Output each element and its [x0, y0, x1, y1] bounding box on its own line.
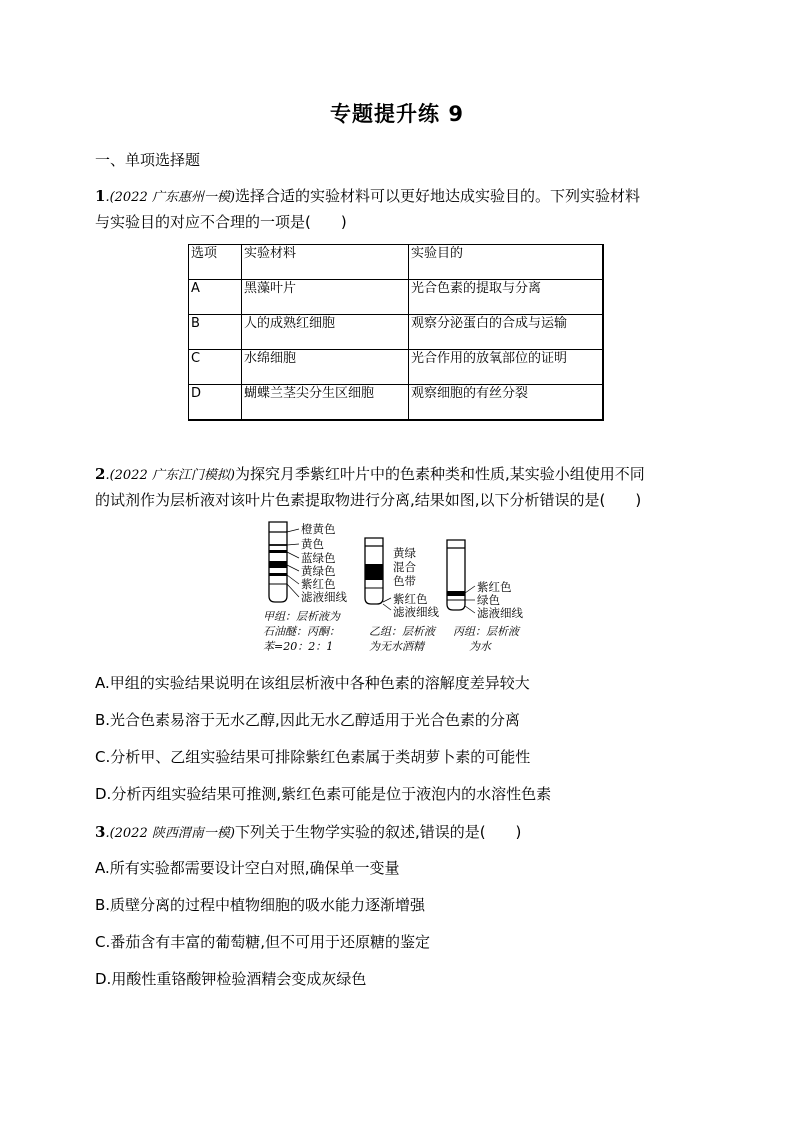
tube-caption: 苯=20：2：1: [263, 640, 334, 653]
stem-text: 为探究月季紫红叶片中的色素种类和性质,某实验小组使用不同: [234, 465, 645, 483]
band-label: 黄绿色: [301, 564, 336, 578]
band-label: 紫红色: [301, 577, 336, 591]
section-heading: 一、单项选择题: [95, 151, 201, 169]
table-cell: 黑藻叶片: [242, 280, 409, 315]
stem-text: 下列关于生物学实验的叙述,错误的是( ): [234, 823, 522, 841]
band-label: 黄绿: [393, 546, 416, 560]
question-source: .(2022 陕西渭南一模): [105, 826, 235, 841]
band-label: 绿色: [477, 593, 500, 607]
band-label: 滤液细线: [301, 590, 347, 604]
tube-jia: [263, 522, 347, 653]
table-cell: 蝴蝶兰茎尖分生区细胞: [242, 385, 409, 421]
table-row: [189, 350, 604, 385]
stem-text: 的试剂作为层析液对该叶片色素提取物进行分离,结果如图,以下分析错误的是( ): [95, 491, 642, 509]
band-label: 混合: [393, 560, 416, 574]
stem-text: 选择合适的实验材料可以更好地达成实验目的。下列实验材料: [234, 187, 640, 205]
table-cell: D: [189, 385, 242, 421]
table-cell: 观察细胞的有丝分裂: [409, 385, 604, 421]
table-cell: A: [189, 280, 242, 315]
experiment-table: [188, 244, 604, 421]
table-row: [189, 280, 604, 315]
tube-caption: 石油醚：丙酮：: [263, 625, 340, 638]
table-cell: 人的成熟红细胞: [242, 315, 409, 350]
table-cell: B: [189, 315, 242, 350]
tube-caption: 乙组：层析液: [369, 625, 435, 638]
question-number: 1: [95, 187, 106, 205]
tube-caption: 为无水酒精: [369, 640, 424, 653]
option-d: D.用酸性重铬酸钾检验酒精会变成灰绿色: [95, 970, 367, 988]
question-1-stem: [95, 184, 705, 234]
table-row: [189, 385, 604, 421]
band-label: 蓝绿色: [301, 551, 336, 565]
option-d: D.分析丙组实验结果可推测,紫红色素可能是位于液泡内的水溶性色素: [95, 785, 552, 803]
question-source: .(2022 广东惠州一模): [105, 190, 235, 205]
table-row: [189, 315, 604, 350]
option-c: C.分析甲、乙组实验结果可排除紫红色素属于类胡萝卜素的可能性: [95, 748, 531, 766]
band-label: 色带: [393, 574, 416, 588]
band-label: 滤液细线: [477, 606, 523, 620]
option-c: C.番茄含有丰富的葡萄糖,但不可用于还原糖的鉴定: [95, 933, 431, 951]
table-header: 选项: [189, 245, 242, 280]
table-header: 实验目的: [409, 245, 604, 280]
question-source: .(2022 广东江门模拟): [105, 468, 235, 483]
tube-caption: 甲组：层析液为: [263, 610, 340, 623]
chromatography-figure: [255, 518, 545, 658]
band-label: 橙黄色: [301, 522, 336, 536]
option-b: B.光合色素易溶于无水乙醇,因此无水乙醇适用于光合色素的分离: [95, 711, 520, 729]
tube-caption: 为水: [469, 640, 491, 653]
question-3-stem: [95, 820, 705, 846]
tube-yi: [365, 538, 439, 653]
table-cell: 光合色素的提取与分离: [409, 280, 604, 315]
table-cell: 光合作用的放氧部位的证明: [409, 350, 604, 385]
table-header: 实验材料: [242, 245, 409, 280]
table-header-row: [189, 245, 604, 280]
question-number: 3: [95, 823, 106, 841]
band-label: 黄色: [301, 537, 324, 551]
band-label: 滤液细线: [393, 605, 439, 619]
tube-caption: 丙组：层析液: [453, 625, 519, 638]
question-2-stem: [95, 462, 705, 512]
band-label: 紫红色: [477, 580, 512, 594]
stem-text: 与实验目的对应不合理的一项是( ): [95, 213, 347, 231]
option-a: A.甲组的实验结果说明在该组层析液中各种色素的溶解度差异较大: [95, 674, 530, 692]
option-a: A.所有实验都需要设计空白对照,确保单一变量: [95, 859, 400, 877]
band-label: 紫红色: [393, 592, 428, 606]
table-cell: 观察分泌蛋白的合成与运输: [409, 315, 604, 350]
page-title: 专题提升练 9: [330, 102, 464, 126]
question-number: 2: [95, 465, 106, 483]
tube-bing: [447, 540, 523, 653]
table-cell: C: [189, 350, 242, 385]
table-cell: 水绵细胞: [242, 350, 409, 385]
option-b: B.质壁分离的过程中植物细胞的吸水能力逐渐增强: [95, 896, 426, 914]
